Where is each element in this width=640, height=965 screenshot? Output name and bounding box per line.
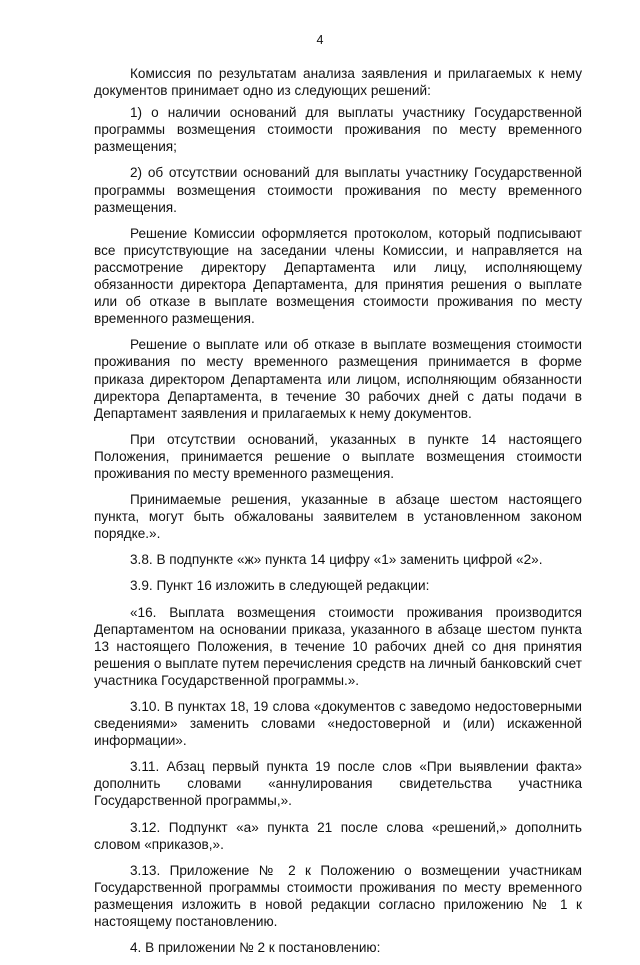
paragraph-item-4: 4. В приложении № 2 к постановлению: — [130, 940, 381, 956]
paragraph-item-3-13: 3.13. Приложение № 2 к Положению о возмещении участникам Государственной программы стоимости проживания по месту временного размещения изложить в новой редакции согласно приложению № 1 к настоящему постановлению. — [94, 862, 582, 930]
paragraph-commission-decisions-intro: Комиссия по результатам анализа заявления и прилагаемых к нему документов принимает одно из следующих решений: — [94, 66, 582, 99]
paragraph-appeal: Принимаемые решения, указанные в абзаце шестом настоящего пункта, могут быть обжалованы заявителем в установленном законом порядке.». — [94, 492, 582, 542]
paragraph-commission-protocol: Решение Комиссии оформляется протоколом, который подписывают все присутствующие на заседании члены Комиссии, и направляется на рассмотрение директору Департамента или лицу, исполняющему обязанности директора Департамента, для принятия решения о выплате или об отказе в выплате возмещения стоимости проживания по месту временного размещения. — [94, 225, 582, 327]
paragraph-item-3-11: 3.11. Абзац первый пункта 19 после слов «При выявлении факта» дополнить словами «аннулирования свидетельства участника Государственной программы,». — [94, 759, 582, 809]
paragraph-item-16-text: «16. Выплата возмещения стоимости проживания производится Департаментом на основании приказа, указанного в абзаце шестом пункта 13 настоящего Положения, в течение 10 рабочих дней со дня принятия решения о выплате путем перечисления средств на личный банковский счет участника Государственной программы.». — [94, 604, 582, 688]
document-body — [94, 65, 582, 965]
paragraph-decision-option-1: 1) о наличии оснований для выплаты участнику Государственной программы возмещения стоимости проживания по месту временного размещения; — [94, 105, 582, 155]
paragraph-item-3-10: 3.10. В пунктах 18, 19 слова «документов с заведомо недостоверными сведениями» заменить словами «недостоверной и (или) искаженной информации». — [94, 699, 582, 749]
paragraph-decision-option-2: 2) об отсутствии оснований для выплаты участнику Государственной программы возмещения стоимости проживания по месту временного размещения. — [94, 165, 582, 215]
paragraph-no-grounds: При отсутствии оснований, указанных в пункте 14 настоящего Положения, принимается решение о выплате возмещения стоимости проживания по месту временного размещения. — [94, 431, 582, 481]
page-number: 4 — [316, 33, 324, 47]
paragraph-item-3-12: 3.12. Подпункт «а» пункта 21 после слова «решений,» дополнить словом «приказов,». — [94, 819, 582, 852]
paragraph-item-3-9: 3.9. Пункт 16 изложить в следующей редакции: — [130, 578, 430, 594]
paragraph-item-3-8: 3.8. В подпункте «ж» пункта 14 цифру «1» заменить цифрой «2». — [130, 552, 543, 568]
paragraph-order-decision: Решение о выплате или об отказе в выплате возмещения стоимости проживания по месту временного размещения принимается в форме приказа директором Департамента или лицом, исполняющим обязанности директора Департамента, в течение 30 рабочих дней с даты подачи в Департамент заявления и прилагаемых к нему документов. — [94, 337, 582, 421]
